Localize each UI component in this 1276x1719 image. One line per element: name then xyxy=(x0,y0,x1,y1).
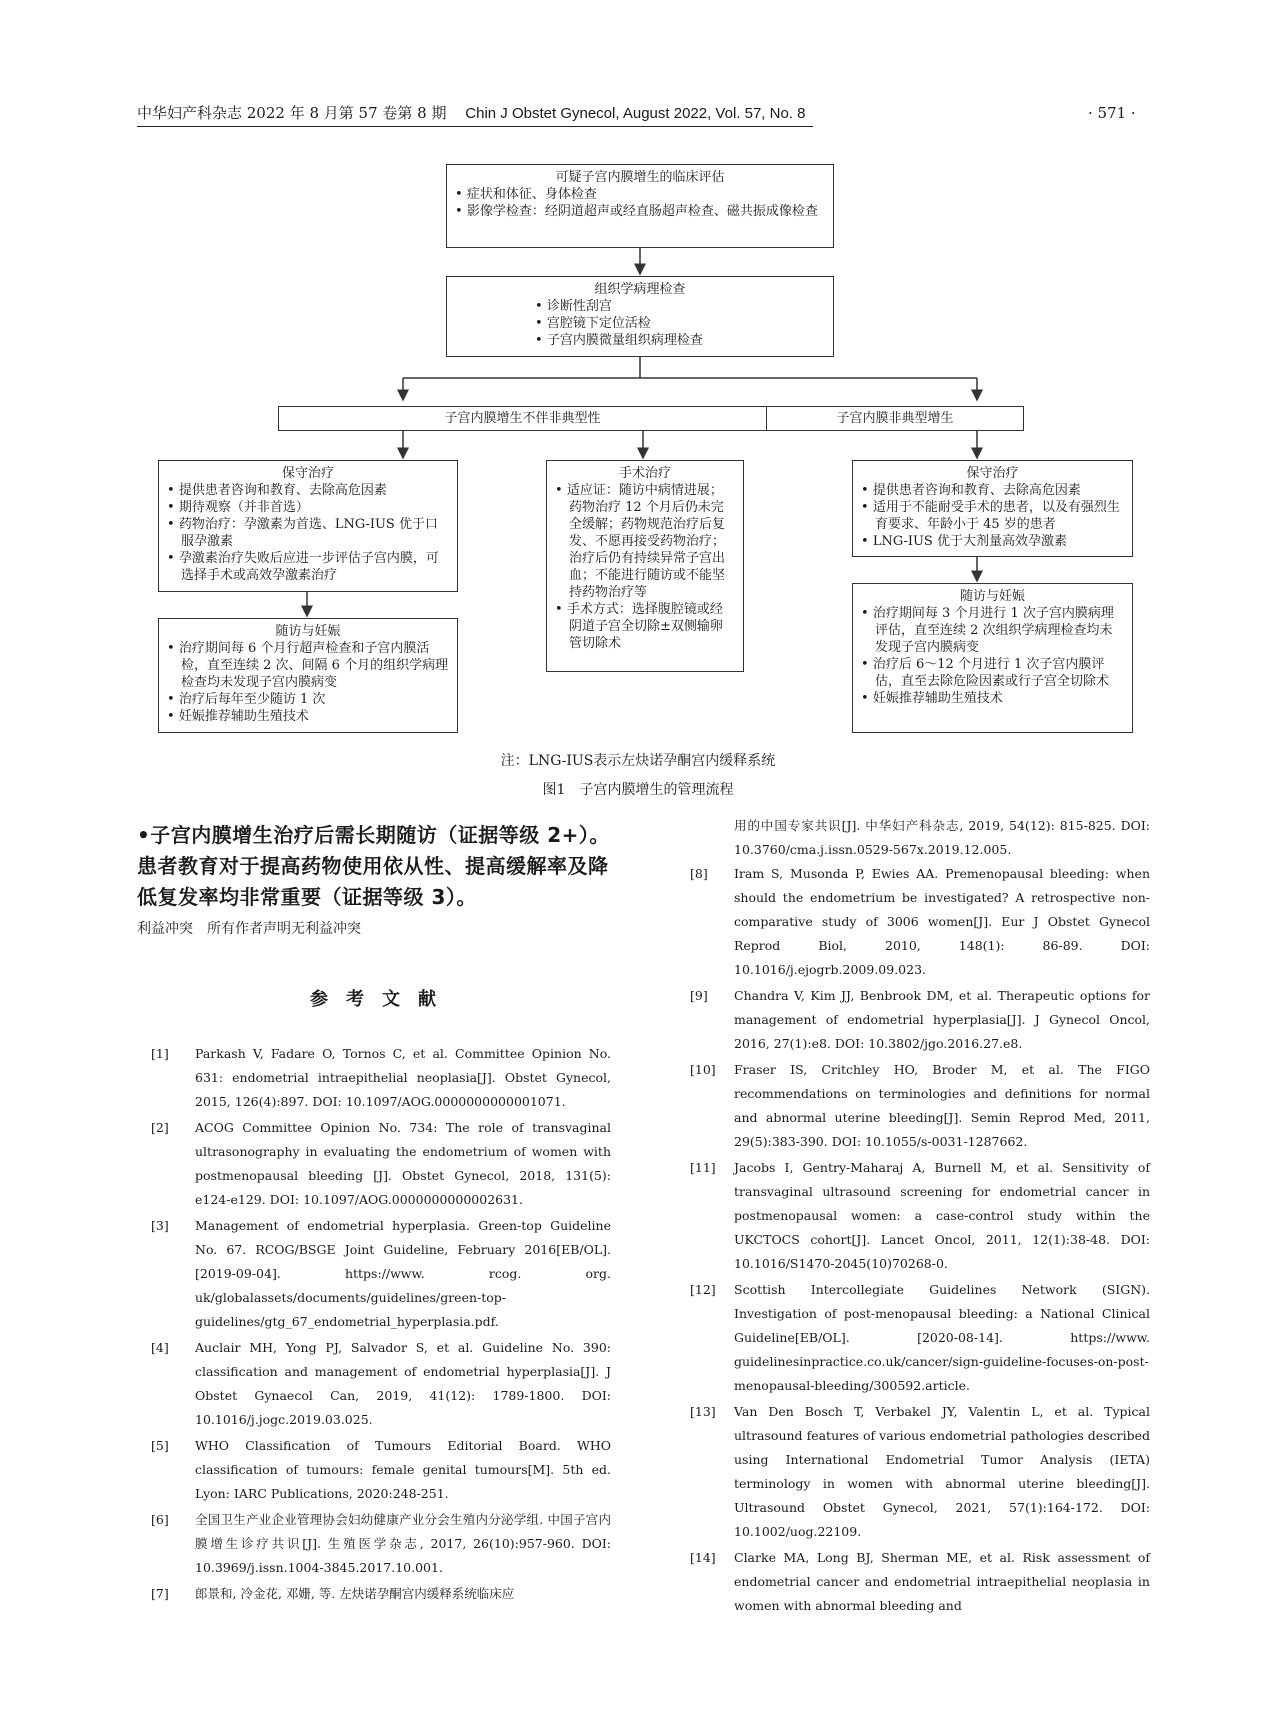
reference-item xyxy=(676,862,1150,982)
list-item: • 治疗后 6～12 个月进行 1 次子宫内膜评估，直至去除危险因素或行子宫全切除术 xyxy=(861,656,1124,690)
box-title: 随访与妊娠 xyxy=(275,624,341,639)
reference-text: Clarke MA, Long BJ, Sherman ME, et al. Risk assessment of endometrial cancer and endometrial intraepithelial neoplasia in women with abnormal bleeding and xyxy=(734,1550,1150,1613)
list-item: • 妊娠推荐辅助生殖技术 xyxy=(167,708,449,725)
list-item: • 药物治疗：孕激素为首选、LNG-IUS 优于口服孕激素 xyxy=(167,516,449,550)
list-item: • 适用于不能耐受手术的患者，以及有强烈生育要求、年龄小于 45 岁的患者 xyxy=(861,499,1124,533)
list-item: • 孕激素治疗失败后应进一步评估子宫内膜，可选择手术或高效孕激素治疗 xyxy=(167,550,449,584)
branch-atypical: 子宫内膜非典型增生 xyxy=(766,406,1024,431)
list-item: • 提供患者咨询和教育、去除高危因素 xyxy=(167,482,449,499)
list-item: • 治疗期间每 3 个月进行 1 次子宫内膜病理评估，直至连续 2 次组织学病理检查均未发现子宫内膜病变 xyxy=(861,605,1124,656)
reference-item xyxy=(137,1214,611,1334)
box-right-followup xyxy=(852,583,1133,733)
box-histopathology xyxy=(446,276,834,357)
references-right-column xyxy=(676,814,1150,1620)
box-right-conservative xyxy=(852,460,1133,557)
reference-item xyxy=(676,1278,1150,1398)
list-item: • 症状和体征、身体检查 xyxy=(455,186,825,203)
reference-text: Management of endometrial hyperplasia. Green-top Guideline No. 67. RCOG/BSGE Joint Guideline, February 2016[EB/OL]. [2019-09-04]. https://www. rcog. org. uk/globalassets/documents/guidelines/green-top-guidelines/gtg_67_endometrial_hyperplasia.pdf. xyxy=(195,1218,611,1329)
list-item: • 妊娠推荐辅助生殖技术 xyxy=(861,690,1124,707)
reference-item xyxy=(676,1400,1150,1544)
summary-text: •子宫内膜增生治疗后需长期随访（证据等级 2+）。患者教育对于提高药物使用依从性、提高缓解率及降低复发率均非常重要（证据等级 3）。 xyxy=(137,823,610,909)
box-left-followup xyxy=(158,618,458,733)
list-item: • 子宫内膜微量组织病理检查 xyxy=(535,332,825,349)
list-item: • LNG-IUS 优于大剂量高效孕激素 xyxy=(861,533,1124,550)
reference-item xyxy=(137,1582,611,1606)
box-title: 保守治疗 xyxy=(966,466,1019,481)
list-item: • 治疗期间每 6 个月行超声检查和子宫内膜活检，直至连续 2 次、间隔 6 个月的组织学病理检查均未发现子宫内膜病变 xyxy=(167,640,449,691)
reference-text: ACOG Committee Opinion No. 734: The role of transvaginal ultrasonography in evaluating the endometrium of women with postmenopausal bleeding [J]. Obstet Gynecol, 2018, 131(5): e124-e129. DOI: 10.1097/AOG.0000000000002631. xyxy=(195,1120,611,1207)
box-left-conservative xyxy=(158,460,458,592)
reference-number: [4] xyxy=(151,1340,169,1355)
list-item: • 治疗后每年至少随访 1 次 xyxy=(167,691,449,708)
list-item: • 影像学检查：经阴道超声或经直肠超声检查、磁共振成像检查 xyxy=(455,203,825,220)
reference-number: [8] xyxy=(690,866,708,881)
list-item: • 提供患者咨询和教育、去除高危因素 xyxy=(861,482,1124,499)
reference-text: WHO Classification of Tumours Editorial Board. WHO classification of tumours: female genital tumours[M]. 5th ed. Lyon: IARC Publications, 2020:248-251. xyxy=(195,1438,611,1501)
conflict-of-interest: 利益冲突 所有作者声明无利益冲突 xyxy=(137,921,361,937)
reference-item xyxy=(676,1546,1150,1618)
figure-note: 注：LNG-IUS表示左炔诺孕酮宫内缓释系统 xyxy=(500,753,776,769)
reference-number: [1] xyxy=(151,1046,169,1061)
box-surgery xyxy=(546,460,744,672)
reference-item xyxy=(137,1116,611,1212)
reference-text: Iram S, Musonda P, Ewies AA. Premenopausal bleeding: when should the endometrium be investigated? A retrospective non-comparative study of 3006 women[J]. Eur J Obstet Gynecol Reprod Biol, 2010, 148(1): 86-89. DOI: 10.1016/j.ejogrb.2009.09.023. xyxy=(734,866,1150,977)
reference-text: Parkash V, Fadare O, Tornos C, et al. Committee Opinion No. 631: endometrial intraepithelial neoplasia[J]. Obstet Gynecol, 2015, 126(4):897. DOI: 10.1097/AOG.0000000000001071. xyxy=(195,1046,611,1109)
reference-number: [7] xyxy=(151,1586,169,1601)
references-left-column xyxy=(137,1042,611,1608)
reference-text: Van Den Bosch T, Verbakel JY, Valentin L, et al. Typical ultrasound features of various endometrial pathologies described using International Endometrial Tumor Analysis (IETA) terminology in women with abnormal uterine bleeding[J]. Ultrasound Obstet Gynecol, 2021, 57(1):164-172. DOI: 10.1002/uog.22109. xyxy=(734,1404,1150,1539)
reference-number: [10] xyxy=(690,1062,716,1077)
list-item: • 期待观察（并非首选） xyxy=(167,499,449,516)
reference-item xyxy=(137,1434,611,1506)
reference-number: [12] xyxy=(690,1282,716,1297)
reference-item xyxy=(676,1156,1150,1276)
box-title: 手术治疗 xyxy=(618,466,671,481)
references-heading: 参考文献 xyxy=(310,989,454,1010)
reference-continuation: 用的中国专家共识[J]. 中华妇产科杂志, 2019, 54(12): 815-825. DOI: 10.3760/cma.j.issn.0529-567x.2019.12.005. xyxy=(734,818,1150,857)
reference-item xyxy=(137,1508,611,1580)
reference-text: Fraser IS, Critchley HO, Broder M, et al. The FIGO recommendations on terminologies and definitions for normal and abnormal uterine bleeding[J]. Semin Reprod Med, 2011, 29(5):383-390. DOI: 10.1055/s-0031-1287662. xyxy=(734,1062,1150,1149)
box-histopathology-title: 组织学病理检查 xyxy=(594,282,686,297)
reference-text: Scottish Intercollegiate Guidelines Network (SIGN). Investigation of post-menopausal bleeding: a National Clinical Guideline[EB/OL]. [2020-08-14]. https://www. guidelinesinpractice.co.uk/cancer/sign-guideline-focuses-on-post-menopausal-bleeding/300592.article. xyxy=(734,1282,1150,1393)
reference-number: [14] xyxy=(690,1550,716,1565)
reference-number: [2] xyxy=(151,1120,169,1135)
list-item: • 诊断性刮宫 xyxy=(535,298,825,315)
box-clinical-evaluation xyxy=(446,164,834,248)
list-item: • 适应证：随访中病情进展；药物治疗 12 个月后仍未完全缓解；药物规范治疗后复发、不愿再接受药物治疗；治疗后仍有持续异常子宫出血；不能进行随访或不能坚持药物治疗等 xyxy=(555,482,735,601)
figure-caption: 图1 子宫内膜增生的管理流程 xyxy=(542,782,734,798)
reference-number: [5] xyxy=(151,1438,169,1453)
list-item: • 宫腔镜下定位活检 xyxy=(535,315,825,332)
box-title: 保守治疗 xyxy=(281,466,334,481)
box-clinical-evaluation-title: 可疑子宫内膜增生的临床评估 xyxy=(555,170,725,185)
reference-text: Jacobs I, Gentry-Maharaj A, Burnell M, et al. Sensitivity of transvaginal ultrasound screening for endometrial cancer in postmenopausal women: a case-control study within the UKCTOCS cohort[J]. Lancet Oncol, 2011, 12(1):38-48. DOI: 10.1016/S1470-2045(10)70268-0. xyxy=(734,1160,1150,1271)
journal-title-cn: 中华妇产科杂志 2022 年 8 月第 57 卷第 8 期 xyxy=(137,104,447,122)
branch-without-atypia: 子宫内膜增生不伴非典型性 xyxy=(278,406,767,431)
reference-number: [9] xyxy=(690,988,708,1003)
journal-title-en: Chin J Obstet Gynecol, August 2022, Vol. 57, No. 8 xyxy=(465,105,806,122)
page-number: · 571 · xyxy=(1088,104,1136,122)
reference-item xyxy=(137,1336,611,1432)
reference-number: [6] xyxy=(151,1512,169,1527)
reference-number: [3] xyxy=(151,1218,169,1233)
box-title: 随访与妊娠 xyxy=(959,589,1025,604)
reference-number: [13] xyxy=(690,1404,716,1419)
reference-text: 郎景和, 冷金花, 邓姗, 等. 左炔诺孕酮宫内缓释系统临床应 xyxy=(195,1586,515,1601)
reference-item xyxy=(676,1058,1150,1154)
reference-text: 全国卫生产业企业管理协会妇幼健康产业分会生殖内分泌学组. 中国子宫内膜增生诊疗共识[J]. 生殖医学杂志, 2017, 26(10):957-960. DOI: 10.3969/j.issn.1004-3845.2017.10.001. xyxy=(195,1512,611,1575)
reference-item xyxy=(137,1042,611,1114)
reference-number: [11] xyxy=(690,1160,716,1175)
reference-text: Chandra V, Kim JJ, Benbrook DM, et al. Therapeutic options for management of endometrial hyperplasia[J]. J Gynecol Oncol, 2016, 27(1):e8. DOI: 10.3802/jgo.2016.27.e8. xyxy=(734,988,1150,1051)
reference-item xyxy=(676,984,1150,1056)
reference-text: Auclair MH, Yong PJ, Salvador S, et al. Guideline No. 390: classification and management of endometrial hyperplasia[J]. J Obstet Gynaecol Can, 2019, 41(12): 1789-1800. DOI: 10.1016/j.jogc.2019.03.025. xyxy=(195,1340,611,1427)
list-item: • 手术方式：选择腹腔镜或经阴道子宫全切除±双侧输卵管切除术 xyxy=(555,601,735,652)
